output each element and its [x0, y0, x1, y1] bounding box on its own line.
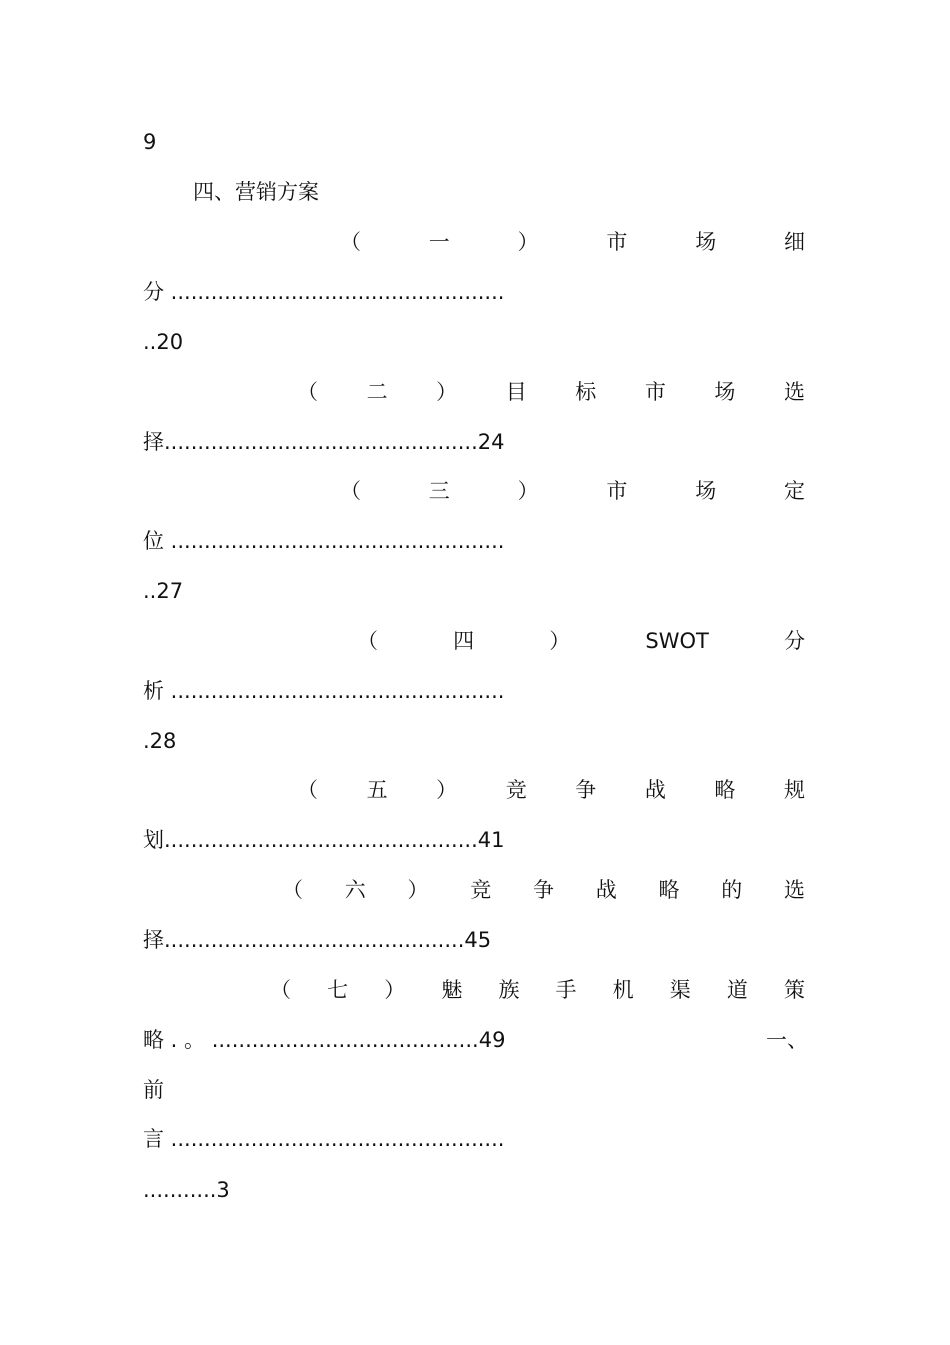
toc-token: 竞 — [470, 878, 492, 902]
toc-token: 争 — [533, 878, 554, 902]
page-number-continuation: 9 — [143, 130, 157, 154]
toc-entry-6-title — [145, 876, 805, 904]
toc-token: 规 — [783, 778, 805, 802]
toc-token: 场 — [695, 479, 717, 503]
toc-token: 一 — [428, 230, 450, 254]
toc-token: 渠 — [669, 978, 691, 1002]
toc-token: ） — [436, 778, 458, 802]
toc-token: ） — [384, 978, 406, 1002]
toc-token: 细 — [783, 230, 805, 254]
toc-entry-4-title — [145, 627, 805, 655]
toc-entry-1-page: ..20 — [143, 330, 184, 354]
toc-token: 市 — [606, 230, 628, 254]
toc-token: （ — [340, 479, 361, 503]
toc-token: 六 — [344, 878, 366, 902]
toc-token: ） — [517, 479, 539, 503]
toc-token: 竞 — [505, 778, 527, 802]
toc-entry-4-page: .28 — [143, 729, 177, 753]
toc-entry-6-leader: 择.............................................45 — [143, 928, 492, 952]
toc-token: 二 — [366, 380, 388, 404]
toc-token: 市 — [644, 380, 666, 404]
toc-section-heading: 四、营销方案 — [193, 180, 319, 204]
toc-entry-3-page: ..27 — [143, 579, 184, 603]
toc-entry-5-title — [145, 776, 805, 804]
toc-token: 三 — [428, 479, 450, 503]
toc-token: （ — [282, 878, 303, 902]
toc-token: 场 — [695, 230, 717, 254]
toc-token: 战 — [595, 878, 617, 902]
toc-token: 五 — [366, 778, 388, 802]
toc-token: （ — [340, 230, 361, 254]
toc-entry-1-title — [145, 228, 805, 256]
toc-token: 目 — [505, 380, 527, 404]
toc-token: 定 — [783, 479, 805, 503]
toc-entry-7-title — [145, 976, 805, 1004]
toc-token: 四 — [453, 629, 475, 653]
toc-entry-5-leader: 划...............................................41 — [143, 828, 505, 852]
toc-entry-7-leader: 略 . 。 ........................................49 — [143, 1028, 506, 1052]
toc-token: （ — [297, 778, 318, 802]
toc-token: 手 — [555, 978, 577, 1002]
toc-token: ） — [436, 380, 458, 404]
toc-token: 七 — [327, 978, 349, 1002]
toc-entry-3-title — [145, 477, 805, 505]
toc-section-1-char: 前 — [143, 1078, 164, 1102]
toc-entry-3-leader: 位 .................................................. — [143, 529, 505, 553]
toc-token: 分 — [783, 629, 805, 653]
toc-token: 的 — [721, 878, 743, 902]
toc-entry-2-title — [145, 378, 805, 406]
toc-token: SWOT — [645, 629, 709, 653]
toc-token: ） — [407, 878, 429, 902]
toc-entry-1-leader: 分 .................................................. — [143, 280, 505, 304]
toc-token: 战 — [644, 778, 666, 802]
toc-token: ） — [549, 629, 571, 653]
toc-token: 道 — [726, 978, 748, 1002]
toc-token: 略 — [714, 778, 736, 802]
toc-section-1-leader: 言 .................................................. — [143, 1127, 505, 1151]
toc-token: 争 — [575, 778, 597, 802]
toc-token: （ — [357, 629, 378, 653]
toc-token: ） — [517, 230, 539, 254]
toc-token: 机 — [612, 978, 634, 1002]
toc-section-1-number: 一、 — [766, 1028, 808, 1052]
toc-section-1-page: ...........3 — [143, 1178, 230, 1202]
toc-token: 略 — [658, 878, 680, 902]
toc-token: 策 — [783, 978, 805, 1002]
toc-entry-4-leader: 析 .................................................. — [143, 679, 505, 703]
toc-token: 选 — [783, 380, 805, 404]
toc-token: 族 — [498, 978, 520, 1002]
toc-entry-2-leader: 择...............................................24 — [143, 430, 505, 454]
toc-token: 标 — [575, 380, 597, 404]
toc-token: 场 — [714, 380, 736, 404]
toc-token: 市 — [606, 479, 628, 503]
toc-token: （ — [297, 380, 318, 404]
toc-token: 选 — [784, 878, 805, 902]
toc-token: （ — [270, 978, 291, 1002]
toc-token: 魅 — [441, 978, 463, 1002]
